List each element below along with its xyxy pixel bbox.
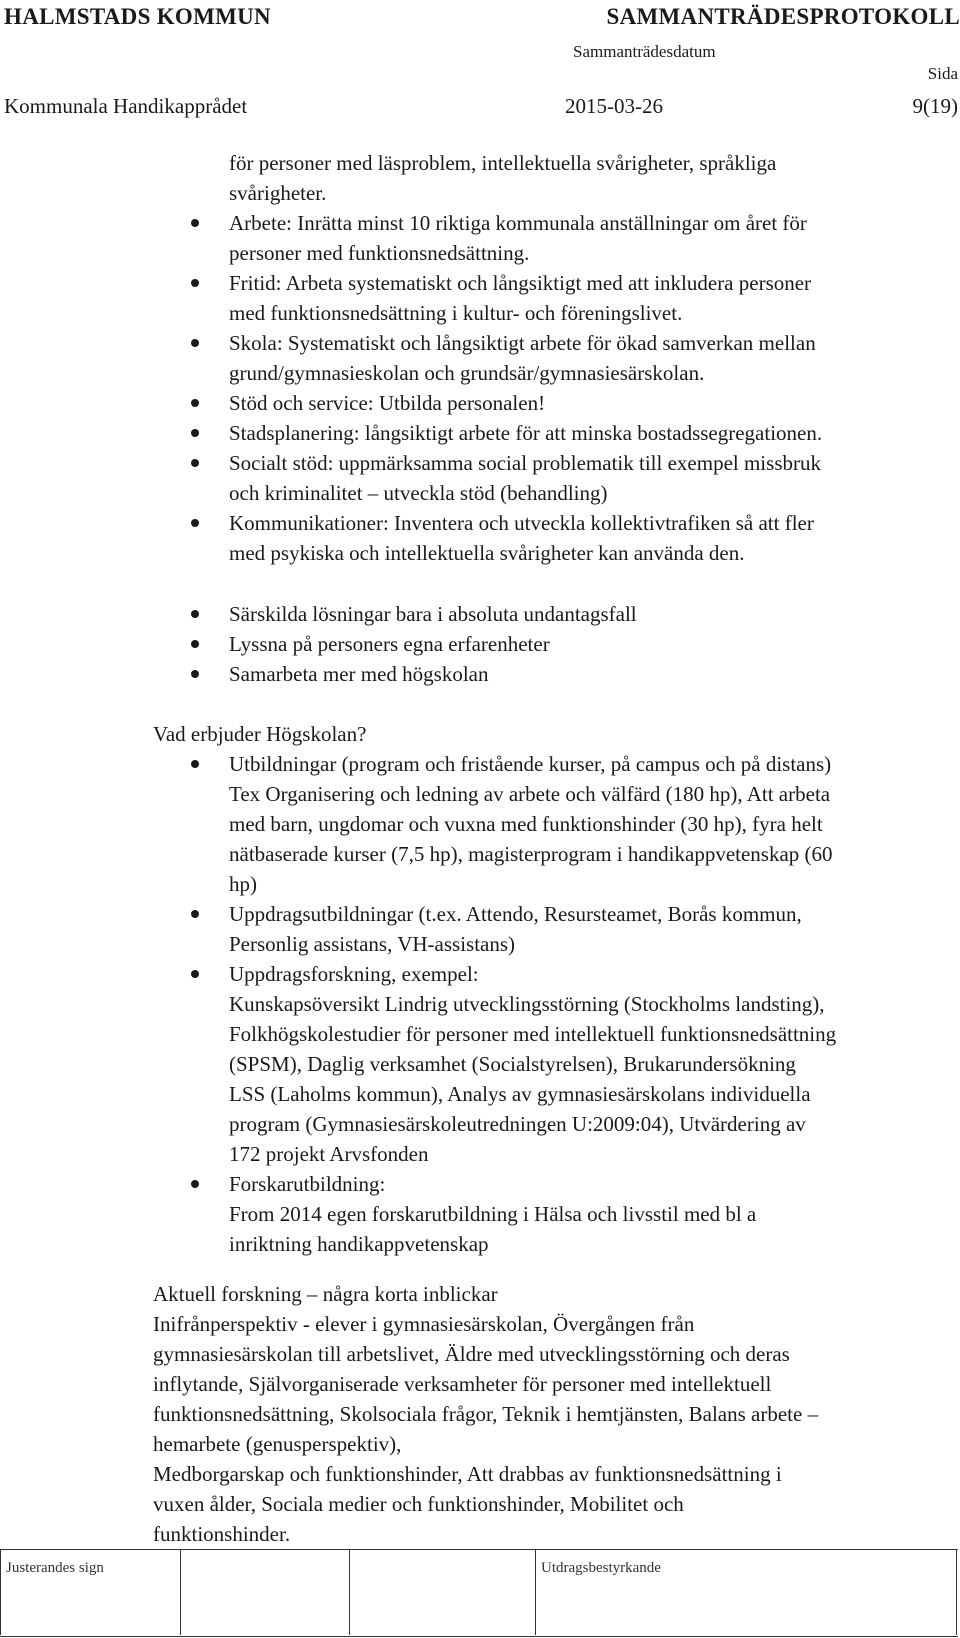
page-number: 9(19): [912, 94, 958, 118]
signature-cell: [0, 1550, 1, 1635]
bullet-icon: [191, 670, 199, 678]
bullet-icon: [191, 399, 199, 407]
text-line: Medborgarskap och funktionshinder, Att drabbas av funktionsnedsättning i: [153, 1462, 782, 1486]
list-item: Uppdragsforskning, exempel:: [229, 962, 479, 986]
text-line: gymnasiesärskolan till arbetslivet, Äldre med utvecklingsstörning och deras: [153, 1342, 790, 1366]
page-label: Sida: [927, 64, 958, 83]
list-item: Arbete: Inrätta minst 10 riktiga kommunala anställningar om året för: [229, 211, 807, 235]
bullet-icon: [191, 519, 199, 527]
committee-name: Kommunala Handikapprådet: [4, 94, 248, 118]
text-line: funktionsnedsättning, Skolsociala frågor, Teknik i hemtjänsten, Balans arbete –: [153, 1402, 819, 1426]
bullet-icon: [191, 279, 199, 287]
text-line: vuxen ålder, Sociala medier och funktionshinder, Mobilitet och: [153, 1492, 684, 1516]
list-item: Samarbeta mer med högskolan: [229, 662, 489, 686]
bullet-icon: [191, 760, 199, 768]
bullet-icon: [191, 1180, 199, 1188]
text-line: personer med funktionsnedsättning.: [229, 241, 530, 265]
list-item: Utbildningar (program och fristående kurser, på campus och på distans): [229, 752, 832, 776]
bullet-icon: [191, 339, 199, 347]
section-heading: Vad erbjuder Högskolan?: [153, 722, 367, 746]
list-item: Socialt stöd: uppmärksamma social problematik till exempel missbruk: [229, 451, 821, 475]
text-line: Kunskapsöversikt Lindrig utvecklingsstörning (Stockholms landsting),: [229, 992, 825, 1016]
bullet-icon: [191, 219, 199, 227]
list-item: Kommunikationer: Inventera och utveckla kollektivtrafiken så att fler: [229, 511, 814, 535]
bullet-icon: [191, 610, 199, 618]
bullet-icon: [191, 910, 199, 918]
list-item: Skola: Systematiskt och långsiktigt arbete för ökad samverkan mellan: [229, 331, 816, 355]
document-type: SAMMANTRÄDESPROTOKOLL: [606, 4, 960, 29]
text-line: From 2014 egen forskarutbildning i Hälsa och livsstil med bl a: [229, 1202, 757, 1226]
list-item: Stadsplanering: långsiktigt arbete för att minska bostadssegregationen.: [229, 421, 823, 445]
section-heading: Aktuell forskning – några korta inblickar: [153, 1282, 498, 1306]
text-line: Personlig assistans, VH-assistans): [229, 932, 516, 956]
text-line: grund/gymnasieskolan och grundsär/gymnasiesärskolan.: [229, 361, 705, 385]
meeting-date: 2015-03-26: [565, 94, 663, 118]
text-line: (SPSM), Daglig verksamhet (Socialstyrelsen), Brukarundersökning: [229, 1052, 796, 1076]
bullet-icon: [191, 459, 199, 467]
text-line: hemarbete (genusperspektiv),: [153, 1432, 402, 1456]
text-line: Folkhögskolestudier för personer med intellektuell funktionsnedsättning: [229, 1022, 837, 1046]
bullet-icon: [191, 429, 199, 437]
list-item: Lyssna på personers egna erfarenheter: [229, 632, 550, 656]
signature-cell: [349, 1550, 350, 1635]
signature-table: [0, 1549, 958, 1637]
signature-cell: [180, 1550, 181, 1635]
signature-cell: [535, 1550, 536, 1635]
text-line: Inifrånperspektiv - elever i gymnasiesärskolan, Övergången från: [153, 1312, 695, 1336]
text-line: med funktionsnedsättning i kultur- och föreningslivet.: [229, 301, 683, 325]
text-line: nätbaserade kurser (7,5 hp), magisterprogram i handikappvetenskap (60: [229, 842, 833, 866]
text-line: LSS (Laholms kommun), Analys av gymnasiesärskolans individuella: [229, 1082, 811, 1106]
text-line: inflytande, Självorganiserade verksamheter för personer med intellektuell: [153, 1372, 772, 1396]
text-line: 172 projekt Arvsfonden: [229, 1142, 429, 1166]
text-line: med psykiska och intellektuella svårigheter kan använda den.: [229, 541, 745, 565]
text-line: program (Gymnasiesärskoleutredningen U:2009:04), Utvärdering av: [229, 1112, 806, 1136]
list-item: Forskarutbildning:: [229, 1172, 386, 1196]
justerandes-sign-label: Justerandes sign: [6, 1560, 104, 1576]
text-line: och kriminalitet – utveckla stöd (behandling): [229, 481, 608, 505]
list-item: Stöd och service: Utbilda personalen!: [229, 391, 546, 415]
text-line: för personer med läsproblem, intellektuella svårigheter, språkliga: [229, 151, 777, 175]
list-item: Särskilda lösningar bara i absoluta undantagsfall: [229, 602, 637, 626]
bullet-icon: [191, 640, 199, 648]
list-item: Uppdragsutbildningar (t.ex. Attendo, Resursteamet, Borås kommun,: [229, 902, 802, 926]
organization-name: HALMSTADS KOMMUN: [4, 4, 271, 29]
text-line: Tex Organisering och ledning av arbete och välfärd (180 hp), Att arbeta: [229, 782, 831, 806]
meeting-date-label: Sammanträdesdatum: [573, 42, 716, 61]
signature-cell: [956, 1550, 957, 1635]
list-item: Fritid: Arbeta systematiskt och långsiktigt med att inkludera personer: [229, 271, 812, 295]
utdragsbestyrkande-label: Utdragsbestyrkande: [541, 1560, 661, 1576]
text-line: med barn, ungdomar och vuxna med funktionshinder (30 hp), fyra helt: [229, 812, 823, 836]
text-line: svårigheter.: [229, 181, 327, 205]
text-line: inriktning handikappvetenskap: [229, 1232, 489, 1256]
text-line: hp): [229, 872, 257, 896]
bullet-icon: [191, 970, 199, 978]
text-line: funktionshinder.: [153, 1522, 291, 1546]
